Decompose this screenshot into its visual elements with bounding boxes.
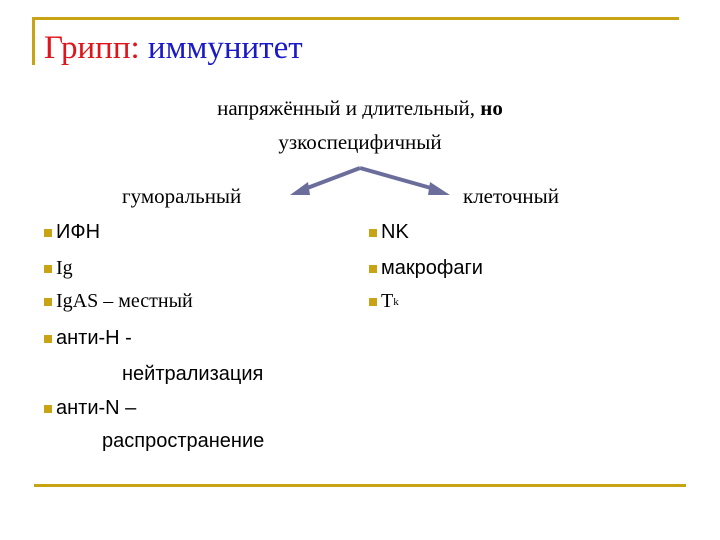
slide-title [44, 30, 303, 67]
list-item-label: анти-Н - [56, 327, 132, 349]
bullet-icon [44, 229, 52, 237]
list-item-continuation: распространение [102, 430, 265, 452]
bullet-icon [44, 298, 52, 306]
left-list-item [44, 397, 136, 420]
left-column-heading: гуморальный [122, 184, 242, 208]
list-item-continuation: нейтрализация [122, 363, 264, 385]
list-item-subscript: k [393, 295, 399, 308]
list-item-label: макрофаги [381, 257, 483, 279]
left-arrow-shaft [302, 168, 360, 190]
bullet-icon [44, 265, 52, 273]
bullet-icon [369, 229, 377, 237]
left-list-item [44, 257, 73, 280]
right-list-item [369, 221, 409, 244]
list-item-label: Ig [56, 257, 73, 279]
title-part-red: Грипп: [44, 30, 140, 66]
intro-line-1 [150, 96, 570, 121]
right-arrowhead [428, 182, 450, 195]
list-item-label: ИФН [56, 221, 101, 243]
bullet-icon [369, 298, 377, 306]
right-list-item [369, 257, 483, 280]
left-list-item [44, 221, 100, 244]
left-vertical-rule [32, 17, 35, 65]
bullet-icon [44, 405, 52, 413]
bottom-rule [34, 484, 686, 487]
left-list-item [44, 327, 132, 350]
branch-arrows [280, 162, 460, 212]
right-column-heading: клеточный [463, 184, 560, 208]
intro-line-1-text: напряжённый и длительный, [217, 96, 481, 120]
bullet-icon [44, 335, 52, 343]
title-part-blue: иммунитет [147, 30, 303, 66]
list-item-label: T [381, 290, 394, 312]
bullet-icon [369, 265, 377, 273]
left-arrowhead [290, 182, 310, 195]
intro-line-2: узкоспецифичный [278, 130, 442, 154]
list-item-label: IgAS – местный [56, 290, 193, 312]
left-list-item [44, 290, 193, 313]
intro-line-1-bold: но [480, 96, 503, 120]
list-item-label: NK [381, 221, 409, 243]
right-list-item [369, 290, 399, 313]
right-arrow-shaft [360, 168, 438, 190]
list-item-label: анти-N – [56, 397, 137, 419]
top-rule [32, 17, 679, 20]
